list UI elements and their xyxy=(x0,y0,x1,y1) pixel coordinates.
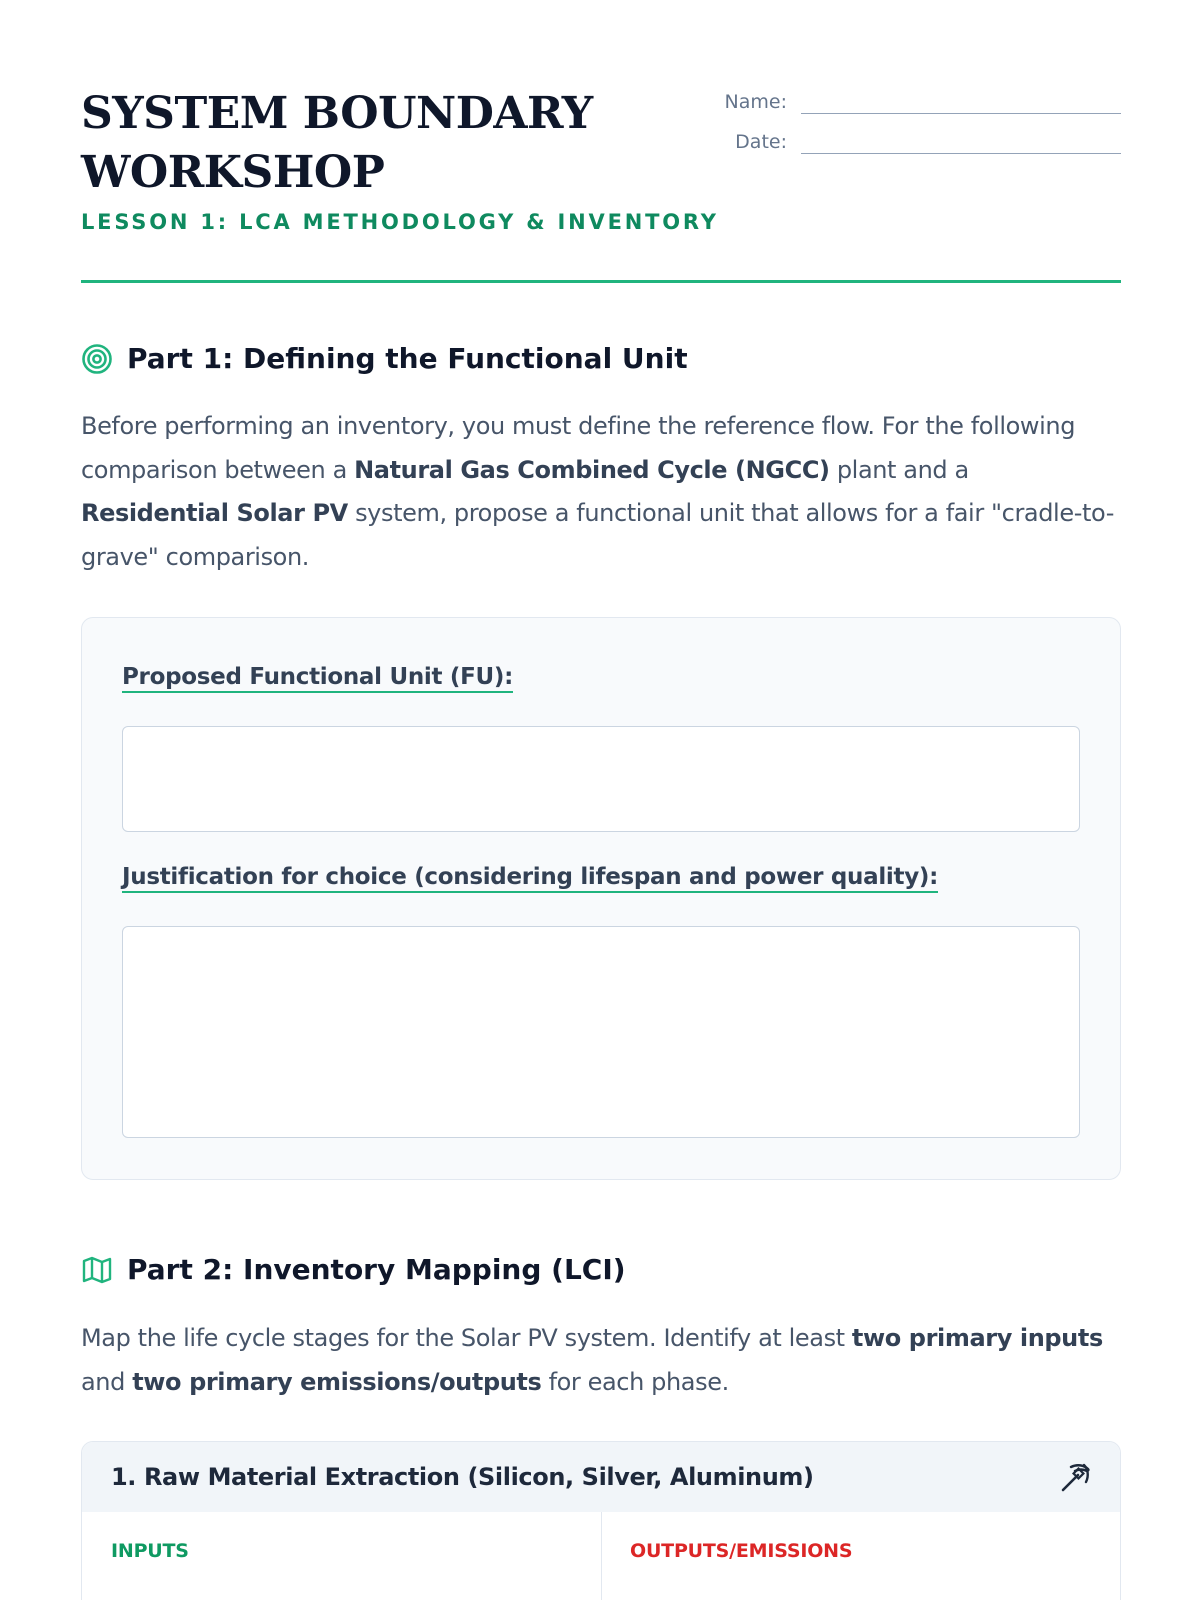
part2-title: Part 2: Inventory Mapping (LCI) xyxy=(127,1253,626,1286)
inputs-column[interactable] xyxy=(82,1512,602,1600)
map-icon xyxy=(81,1254,113,1286)
part1-intro-text-1: Before performing an inventory, you must define the reference flow. For the following comparison between a xyxy=(81,412,1076,484)
date-field[interactable] xyxy=(801,126,1121,154)
part1-intro-bold-1: Natural Gas Combined Cycle (NGCC) xyxy=(354,455,830,484)
justification-input[interactable] xyxy=(122,926,1080,1138)
part1-title: Part 1: Defining the Functional Unit xyxy=(127,342,688,375)
fu-label: Proposed Functional Unit (FU): xyxy=(122,664,513,693)
stage-title: 1. Raw Material Extraction (Silicon, Silver, Aluminum) xyxy=(111,1463,814,1491)
part1-intro-text-2: plant and a xyxy=(829,455,969,484)
name-row xyxy=(711,84,1121,114)
target-icon xyxy=(81,343,113,375)
part2-intro-bold-2: two primary emissions/outputs xyxy=(132,1367,542,1396)
worksheet-header xyxy=(81,84,1121,284)
part2-intro-text-2: and xyxy=(81,1367,133,1396)
stage-header xyxy=(82,1442,1121,1512)
name-label: Name: xyxy=(724,91,787,113)
part2-intro xyxy=(81,1317,1121,1404)
part1-intro xyxy=(81,405,1121,579)
lesson-subtitle: LESSON 1: LCA METHODOLOGY & INVENTORY xyxy=(81,210,719,234)
part2-intro-text-1: Map the life cycle stages for the Solar PV system. Identify at least xyxy=(81,1324,852,1352)
title-line-2: WORKSHOP xyxy=(81,147,385,198)
date-row xyxy=(711,114,1121,154)
part1-intro-bold-2: Residential Solar PV xyxy=(81,499,348,527)
name-field[interactable] xyxy=(801,86,1121,114)
functional-unit-box xyxy=(81,617,1121,1180)
inputs-label: INPUTS xyxy=(111,1540,189,1562)
part1-heading xyxy=(81,342,688,375)
title-line-1: SYSTEM BOUNDARY xyxy=(81,88,593,139)
outputs-label: OUTPUTS/EMISSIONS xyxy=(630,1540,853,1562)
outputs-column[interactable] xyxy=(602,1512,1121,1600)
part2-intro-text-3: for each phase. xyxy=(541,1367,729,1396)
part2-heading xyxy=(81,1253,626,1286)
student-meta xyxy=(711,84,1121,154)
stage-card-raw-material xyxy=(81,1441,1121,1600)
justification-label: Justification for choice (considering lifespan and power quality): xyxy=(122,864,938,893)
page-title xyxy=(81,84,681,202)
fu-input[interactable] xyxy=(122,726,1080,832)
part2-intro-bold-1: two primary inputs xyxy=(851,1324,1103,1352)
part1-intro-text-3: system, propose a functional unit that allows for a fair "cradle-to-grave" comparison. xyxy=(81,499,1114,571)
pickaxe-icon xyxy=(1058,1459,1094,1495)
date-label: Date: xyxy=(735,131,787,153)
header-divider xyxy=(81,280,1121,283)
